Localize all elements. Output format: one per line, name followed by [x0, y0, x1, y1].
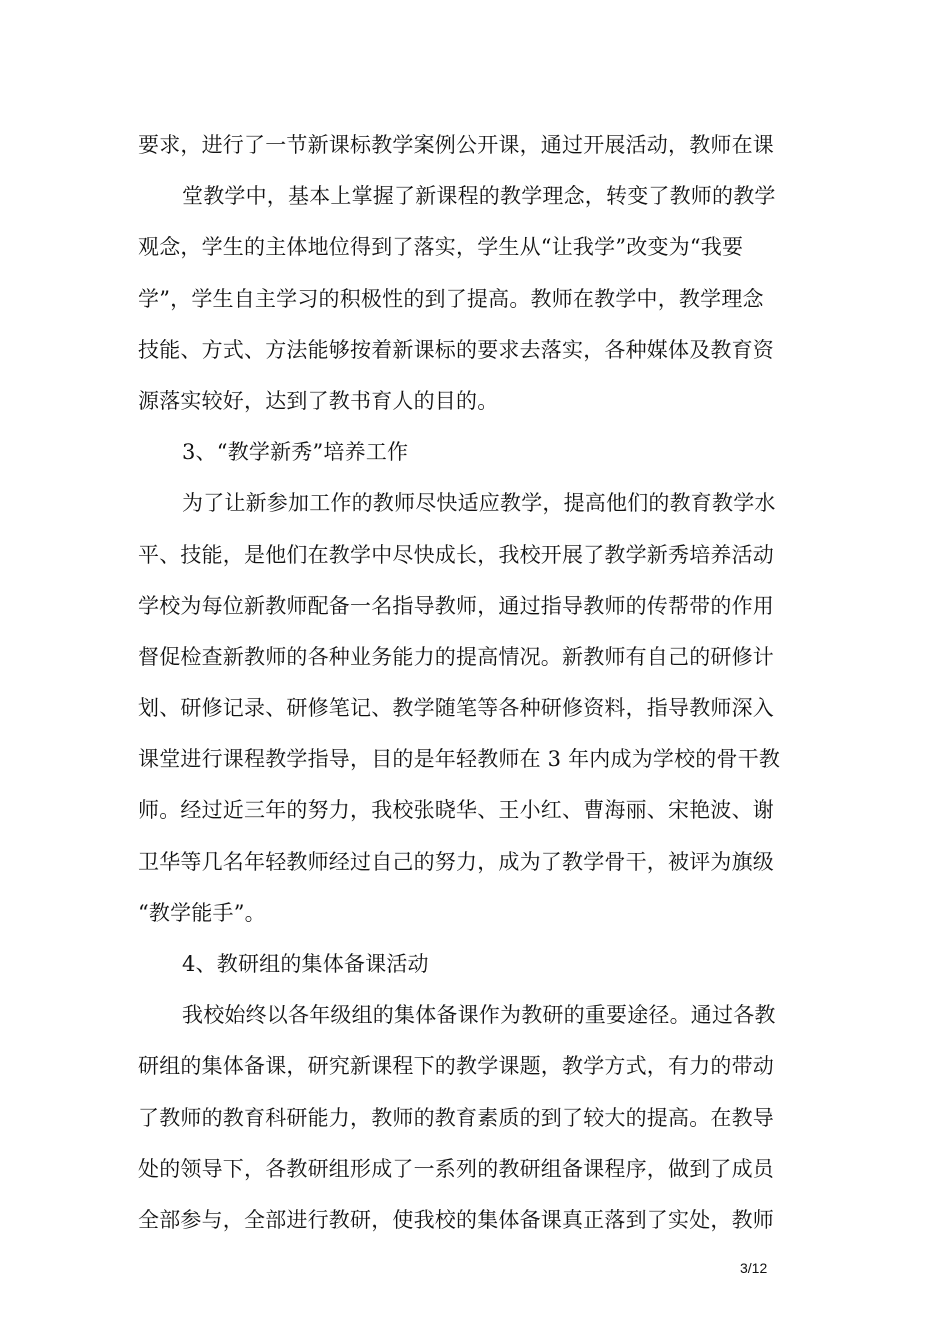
text-line: 平、技能，是他们在教学中尽快成长，我校开展了教学新秀培养活动	[138, 542, 774, 567]
section-heading: 3、“教学新秀”培养工作	[182, 440, 409, 465]
text-line: 督促检查新教师的各种业务能力的提高情况。新教师有自己的研修计	[138, 644, 774, 669]
text-line: 为了让新参加工作的教师尽快适应教学，提高他们的教育教学水	[182, 491, 776, 516]
text-line: 技能、方式、方法能够按着新课标的要求去落实，各种媒体及教育资	[138, 337, 774, 362]
text-line: “教学能手”。	[138, 900, 266, 925]
section-heading: 4、教研组的集体备课活动	[182, 952, 429, 976]
text-line: 卫华等几名年轻教师经过自己的努力，成为了教学骨干，被评为旗级	[138, 849, 774, 874]
text-line: 师。经过近三年的努力，我校张晓华、王小红、曹海丽、宋艳波、谢	[138, 798, 774, 823]
text-line: 学校为每位新教师配备一名指导教师，通过指导教师的传帮带的作用	[138, 593, 774, 618]
text-line: 处的领导下，各教研组形成了一系列的教研组备课程序，做到了成员	[138, 1156, 774, 1181]
text-line: 要求，进行了一节新课标教学案例公开课，通过开展活动，教师在课	[138, 133, 774, 157]
text-line: 学”，学生自主学习的积极性的到了提高。教师在教学中，教学理念	[138, 286, 764, 311]
text-line: 堂教学中，基本上掌握了新课程的教学理念，转变了教师的教学	[182, 184, 776, 209]
text-line: 课堂进行课程教学指导，目的是年轻教师在 3 年内成为学校的骨干教	[138, 747, 781, 772]
text-line: 研组的集体备课，研究新课程下的教学课题，教学方式，有力的带动	[138, 1054, 774, 1079]
text-line: 全部参与，全部进行教研，使我校的集体备课真正落到了实处，教师	[138, 1207, 774, 1232]
text-line: 划、研修记录、研修笔记、教学随笔等各种研修资料，指导教师深入	[138, 696, 774, 721]
text-line: 观念，学生的主体地位得到了落实，学生从“让我学”改变为“我要	[138, 235, 744, 260]
page-number: 3/12	[740, 1260, 768, 1276]
body-text	[138, 120, 818, 1246]
text-line: 源落实较好，达到了教书育人的目的。	[138, 388, 499, 413]
text-line: 我校始终以各年级组的集体备课作为教研的重要途径。通过各教	[182, 1003, 776, 1028]
text-line: 了教师的教育科研能力，教师的教育素质的到了较大的提高。在教导	[138, 1105, 774, 1130]
